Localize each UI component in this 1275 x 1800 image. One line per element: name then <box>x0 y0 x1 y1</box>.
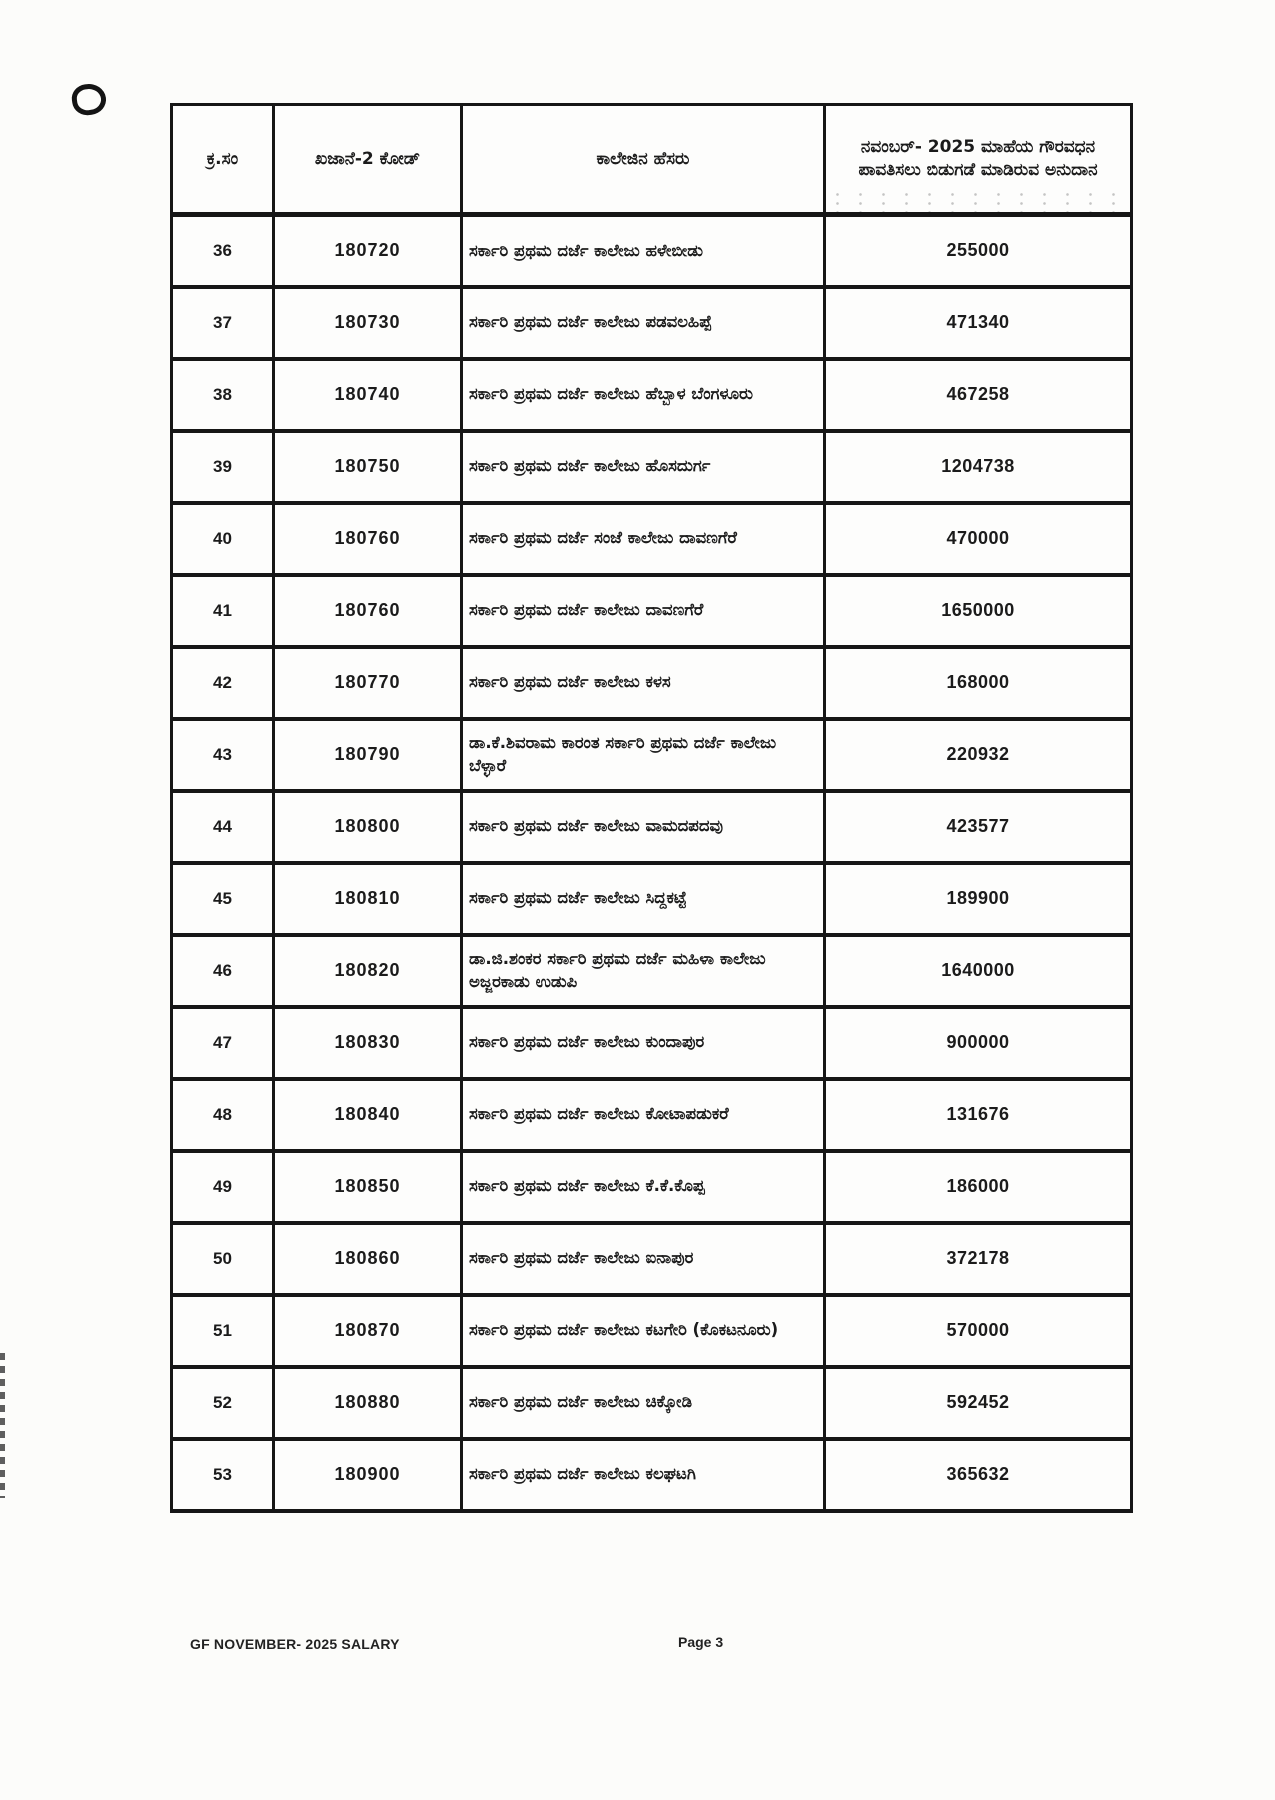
cell-treasury-code: 180810 <box>274 863 462 935</box>
cell-college-name: ಸರ್ಕಾರಿ ಪ್ರಥಮ ದರ್ಜೆ ಕಾಲೇಜು ಹಳೇಬೀಡು <box>462 215 825 287</box>
table-row <box>172 863 1132 935</box>
table-row <box>172 719 1132 791</box>
left-edge-scan-marks <box>0 1353 5 1498</box>
cell-serial-number: 37 <box>172 287 274 359</box>
cell-college-name: ಸರ್ಕಾರಿ ಪ್ರಥಮ ದರ್ಜೆ ಕಾಲೇಜು ಪಡವಲಹಿಪ್ಪೆ <box>462 287 825 359</box>
cell-treasury-code: 180790 <box>274 719 462 791</box>
cell-serial-number: 53 <box>172 1439 274 1511</box>
cell-college-name: ಸರ್ಕಾರಿ ಪ್ರಥಮ ದರ್ಜೆ ಕಾಲೇಜು ಹೊಸದುರ್ಗ <box>462 431 825 503</box>
cell-treasury-code: 180750 <box>274 431 462 503</box>
footer-page-number: Page 3 <box>678 1634 724 1650</box>
cell-college-name: ಸರ್ಕಾರಿ ಪ್ರಥಮ ದರ್ಜೆ ಕಾಲೇಜು ವಾಮದಪದವು <box>462 791 825 863</box>
table-row <box>172 503 1132 575</box>
cell-college-name: ಸರ್ಕಾರಿ ಪ್ರಥಮ ದರ್ಜೆ ಕಾಲೇಜು ಹೆಬ್ಬಾಳ ಬೆಂಗಳೂರು <box>462 359 825 431</box>
cell-grant-amount: 168000 <box>825 647 1132 719</box>
table-header <box>172 105 1132 215</box>
cell-college-name: ಸರ್ಕಾರಿ ಪ್ರಥಮ ದರ್ಜೆ ಕಾಲೇಜು ಕೆ.ಕೆ.ಕೊಪ್ಪ <box>462 1151 825 1223</box>
table-row <box>172 1007 1132 1079</box>
cell-treasury-code: 180770 <box>274 647 462 719</box>
footer-document-title: GF NOVEMBER- 2025 SALARY <box>190 1636 400 1652</box>
header-grant-amount-label: ನವಂಬರ್- 2025 ಮಾಹೆಯ ಗೌರವಧನ ಪಾವತಿಸಲು ಬಿಡುಗಡೆ ಮಾಡಿರುವ ಅನುದಾನ <box>858 137 1098 180</box>
cell-serial-number: 42 <box>172 647 274 719</box>
cell-treasury-code: 180840 <box>274 1079 462 1151</box>
cell-grant-amount: 423577 <box>825 791 1132 863</box>
cell-grant-amount: 372178 <box>825 1223 1132 1295</box>
cell-serial-number: 38 <box>172 359 274 431</box>
table-row <box>172 647 1132 719</box>
table-row <box>172 1223 1132 1295</box>
table-body <box>172 215 1132 1511</box>
cell-grant-amount: 470000 <box>825 503 1132 575</box>
cell-grant-amount: 131676 <box>825 1079 1132 1151</box>
cell-college-name: ಡಾ.ಜಿ.ಶಂಕರ ಸರ್ಕಾರಿ ಪ್ರಥಮ ದರ್ಜೆ ಮಹಿಳಾ ಕಾಲೇಜು ಅಜ್ಜರಕಾಡು ಉಡುಪಿ <box>462 935 825 1007</box>
cell-grant-amount: 365632 <box>825 1439 1132 1511</box>
cell-treasury-code: 180880 <box>274 1367 462 1439</box>
table-row <box>172 1079 1132 1151</box>
cell-treasury-code: 180900 <box>274 1439 462 1511</box>
cell-treasury-code: 180850 <box>274 1151 462 1223</box>
table-row <box>172 287 1132 359</box>
cell-college-name: ಸರ್ಕಾರಿ ಪ್ರಥಮ ದರ್ಜೆ ಕಾಲೇಜು ಸಿದ್ದಕಟ್ಟೆ <box>462 863 825 935</box>
cell-serial-number: 40 <box>172 503 274 575</box>
table-row <box>172 431 1132 503</box>
cell-grant-amount: 471340 <box>825 287 1132 359</box>
cell-college-name: ಸರ್ಕಾರಿ ಪ್ರಥಮ ದರ್ಜೆ ಕಾಲೇಜು ಕಲಘಟಗಿ <box>462 1439 825 1511</box>
table-row <box>172 215 1132 287</box>
cell-serial-number: 48 <box>172 1079 274 1151</box>
cell-treasury-code: 180830 <box>274 1007 462 1079</box>
cell-serial-number: 45 <box>172 863 274 935</box>
cell-treasury-code: 180740 <box>274 359 462 431</box>
cell-college-name: ಸರ್ಕಾರಿ ಪ್ರಥಮ ದರ್ಜೆ ಕಾಲೇಜು ಕಳಸ <box>462 647 825 719</box>
header-treasury-code: ಖಜಾನೆ-2 ಕೋಡ್ <box>274 105 462 215</box>
cell-serial-number: 39 <box>172 431 274 503</box>
cell-college-name: ಸರ್ಕಾರಿ ಪ್ರಥಮ ದರ್ಜೆ ಕಾಲೇಜು ದಾವಣಗೆರೆ <box>462 575 825 647</box>
table-row <box>172 935 1132 1007</box>
header-grant-amount <box>825 105 1132 215</box>
cell-college-name: ಸರ್ಕಾರಿ ಪ್ರಥಮ ದರ್ಜೆ ಕಾಲೇಜು ಕಟಗೇರಿ (ಕೊಕಟನೂರು) <box>462 1295 825 1367</box>
cell-treasury-code: 180800 <box>274 791 462 863</box>
cell-college-name: ಡಾ.ಕೆ.ಶಿವರಾಮ ಕಾರಂತ ಸರ್ಕಾರಿ ಪ್ರಥಮ ದರ್ಜೆ ಕಾಲೇಜು ಬೆಳ್ಳಾರೆ <box>462 719 825 791</box>
cell-grant-amount: 467258 <box>825 359 1132 431</box>
cell-grant-amount: 570000 <box>825 1295 1132 1367</box>
cell-serial-number: 44 <box>172 791 274 863</box>
cell-serial-number: 46 <box>172 935 274 1007</box>
cell-grant-amount: 186000 <box>825 1151 1132 1223</box>
cell-serial-number: 36 <box>172 215 274 287</box>
table-row <box>172 1367 1132 1439</box>
cell-college-name: ಸರ್ಕಾರಿ ಪ್ರಥಮ ದರ್ಜೆ ಕಾಲೇಜು ಕೋಟಾಪಡುಕರೆ <box>462 1079 825 1151</box>
cell-serial-number: 43 <box>172 719 274 791</box>
table-row <box>172 359 1132 431</box>
cell-serial-number: 51 <box>172 1295 274 1367</box>
table-row <box>172 1151 1132 1223</box>
header-serial-number: ಕ್ರ.ಸಂ <box>172 105 274 215</box>
grant-release-table <box>170 103 1133 1513</box>
cell-grant-amount: 1204738 <box>825 431 1132 503</box>
cell-treasury-code: 180760 <box>274 503 462 575</box>
cell-serial-number: 49 <box>172 1151 274 1223</box>
cell-treasury-code: 180760 <box>274 575 462 647</box>
pen-circle-mark <box>70 82 108 117</box>
cell-grant-amount: 900000 <box>825 1007 1132 1079</box>
table-row <box>172 1439 1132 1511</box>
cell-grant-amount: 255000 <box>825 215 1132 287</box>
cell-serial-number: 41 <box>172 575 274 647</box>
cell-college-name: ಸರ್ಕಾರಿ ಪ್ರಥಮ ದರ್ಜೆ ಕಾಲೇಜು ಚಿಕ್ಕೋಡಿ <box>462 1367 825 1439</box>
cell-treasury-code: 180820 <box>274 935 462 1007</box>
cell-grant-amount: 1640000 <box>825 935 1132 1007</box>
cell-treasury-code: 180720 <box>274 215 462 287</box>
cell-grant-amount: 1650000 <box>825 575 1132 647</box>
header-college-name: ಕಾಲೇಜಿನ ಹೆಸರು <box>462 105 825 215</box>
cell-grant-amount: 592452 <box>825 1367 1132 1439</box>
cell-treasury-code: 180860 <box>274 1223 462 1295</box>
table-row <box>172 791 1132 863</box>
table-row <box>172 575 1132 647</box>
cell-grant-amount: 189900 <box>825 863 1132 935</box>
cell-serial-number: 47 <box>172 1007 274 1079</box>
cell-serial-number: 52 <box>172 1367 274 1439</box>
cell-college-name: ಸರ್ಕಾರಿ ಪ್ರಥಮ ದರ್ಜೆ ಕಾಲೇಜು ಕುಂದಾಪುರ <box>462 1007 825 1079</box>
cell-serial-number: 50 <box>172 1223 274 1295</box>
table-row <box>172 1295 1132 1367</box>
cell-college-name: ಸರ್ಕಾರಿ ಪ್ರಥಮ ದರ್ಜೆ ಕಾಲೇಜು ಐನಾಪುರ <box>462 1223 825 1295</box>
cell-college-name: ಸರ್ಕಾರಿ ಪ್ರಥಮ ದರ್ಜೆ ಸಂಜೆ ಕಾಲೇಜು ದಾವಣಗೆರೆ <box>462 503 825 575</box>
scan-noise-band <box>826 190 1130 212</box>
cell-treasury-code: 180730 <box>274 287 462 359</box>
table-header-row <box>172 105 1132 215</box>
cell-treasury-code: 180870 <box>274 1295 462 1367</box>
cell-grant-amount: 220932 <box>825 719 1132 791</box>
